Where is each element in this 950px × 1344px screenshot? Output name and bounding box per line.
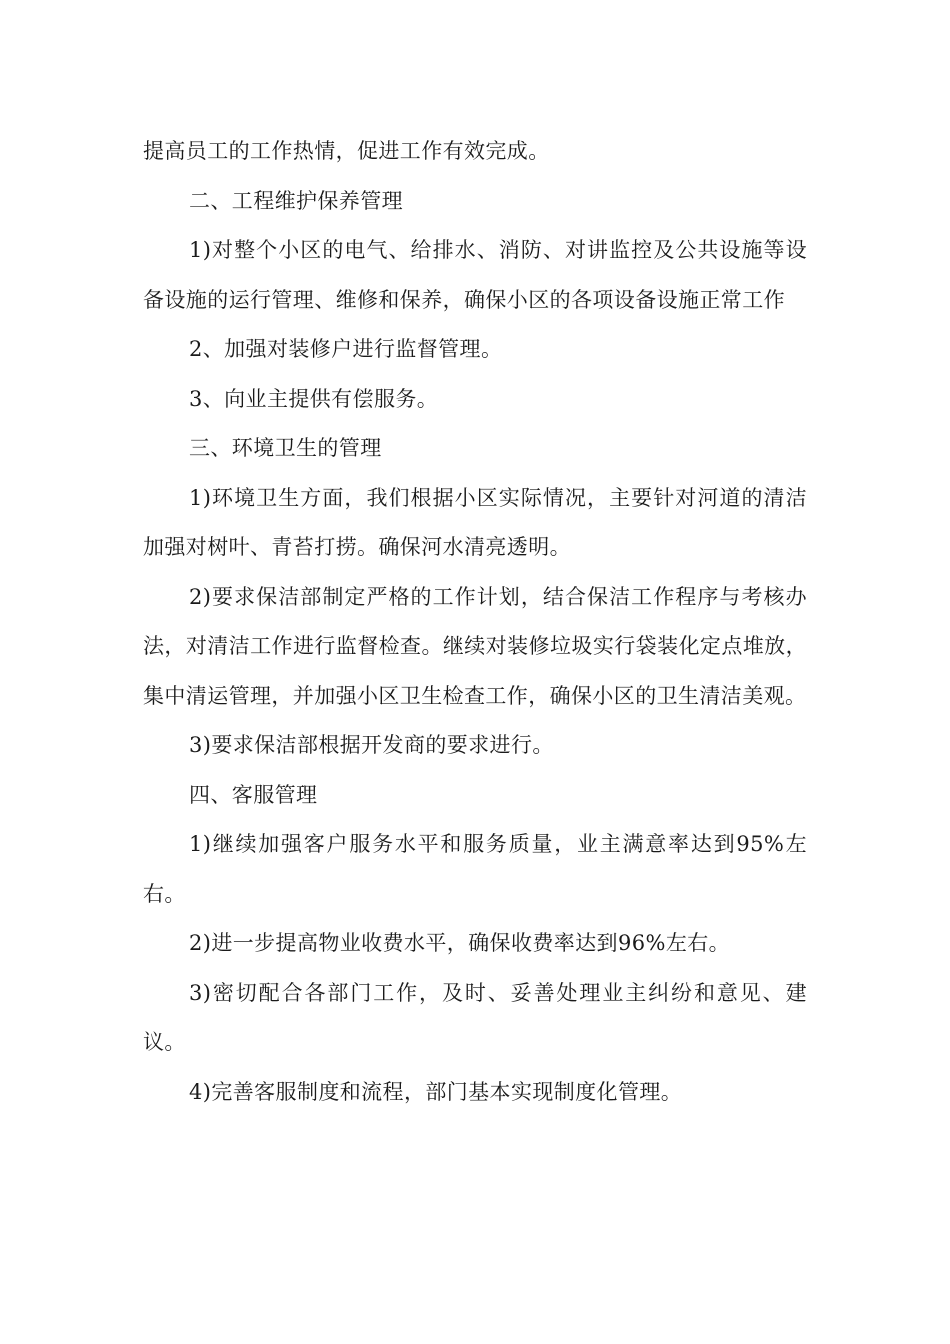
- paragraph-service-4: 4)完善客服制度和流程，部门基本实现制度化管理。: [189, 1079, 683, 1104]
- paragraph-engineering-2: 2、加强对装修户进行监督管理。: [189, 337, 503, 361]
- paragraph-engineering-3: 3、向业主提供有偿服务。: [189, 386, 439, 411]
- paragraph-sanitation-1: 1)环境卫生方面，我们根据小区实际情况，主要针对河道的清洁加强对树叶、青苔打捞。确保河水清亮透明。: [143, 485, 807, 559]
- section-heading-sanitation: 三、环境卫生的管理: [189, 436, 382, 460]
- document-body: [143, 127, 807, 1117]
- paragraph-service-3: 3)密切配合各部门工作，及时、妥善处理业主纠纷和意见、建议。: [143, 980, 807, 1054]
- paragraph-sanitation-2: 2)要求保洁部制定严格的工作计划，结合保洁工作程序与考核办法，对清洁工作进行监督检查。继续对装修垃圾实行袋装化定点堆放，集中清运管理，并加强小区卫生检查工作，确保小区的卫生清洁美观。: [143, 584, 807, 708]
- paragraph-continuation: 提高员工的工作热情，促进工作有效完成。: [143, 139, 550, 163]
- section-heading-customer-service: 四、客服管理: [189, 782, 318, 807]
- paragraph-service-1: 1)继续加强客户服务水平和服务质量，业主满意率达到95%左右。: [143, 832, 807, 906]
- paragraph-sanitation-3: 3)要求保洁部根据开发商的要求进行。: [189, 733, 554, 757]
- paragraph-service-2: 2)进一步提高物业收费水平，确保收费率达到96%左右。: [189, 931, 731, 955]
- paragraph-engineering-1: 1)对整个小区的电气、给排水、消防、对讲监控及公共设施等设备设施的运行管理、维修和保养，确保小区的各项设备设施正常工作: [143, 238, 807, 312]
- section-heading-engineering: 二、工程维护保养管理: [189, 188, 403, 213]
